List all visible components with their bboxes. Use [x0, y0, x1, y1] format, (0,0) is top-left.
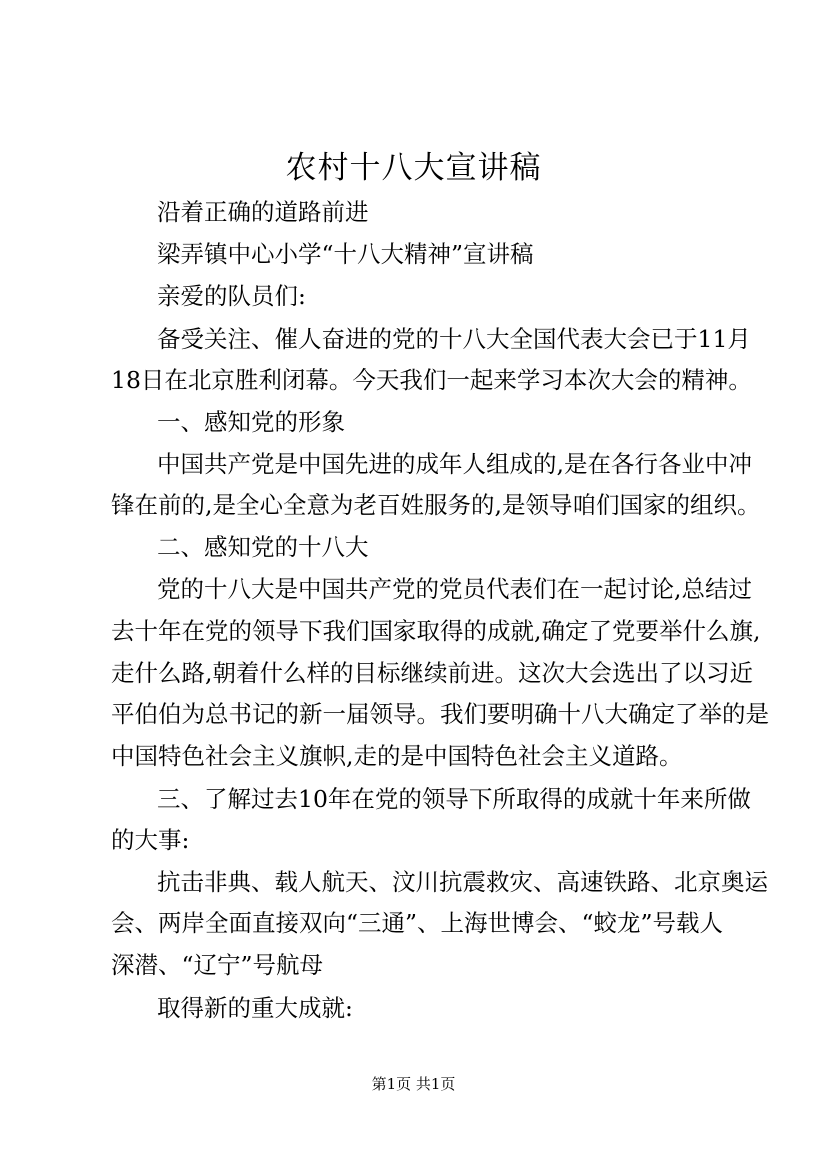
paragraph-line: 走什么路,朝着什么样的目标继续前进。这次大会选出了以习近: [111, 659, 753, 687]
paragraph-line: 中国特色社会主义旗帜,走的是中国特色社会主义道路。: [111, 742, 683, 770]
paragraph-line: 平伯伯为总书记的新一届领导。我们要明确十八大确定了举的是: [111, 700, 769, 728]
document-title: 农村十八大宣讲稿: [285, 150, 542, 186]
paragraph-line: 深潜、“辽宁”号航母: [111, 951, 324, 979]
paragraph-line: 党的十八大是中国共产党的党员代表们在一起讨论,总结过: [157, 575, 752, 603]
paragraph-line: 抗击非典、载人航天、汶川抗震救灾、高速铁路、北京奥运: [157, 868, 768, 896]
section-heading-3: 三、了解过去10年在党的领导下所取得的成就十年来所做: [157, 785, 751, 813]
section-heading-3-continuation: 的大事:: [111, 826, 190, 854]
section-heading-2: 二、感知党的十八大: [157, 533, 369, 561]
salutation-line: 亲爱的队员们:: [157, 282, 306, 310]
paragraph-line: 锋在前的,是全心全意为老百姓服务的,是领导咱们国家的组织。: [111, 491, 761, 519]
speech-heading-line: 梁弄镇中心小学“十八大精神”宣讲稿: [157, 240, 534, 268]
paragraph-line: 18日在北京胜利闭幕。今天我们一起来学习本次大会的精神。: [111, 366, 752, 394]
page-footer: 第1页 共1页: [371, 1075, 456, 1093]
paragraph-line: 中国共产党是中国先进的成年人组成的,是在各行各业中冲: [157, 450, 752, 478]
paragraph-line: 备受关注、催人奋进的党的十八大全国代表大会已于11月: [157, 325, 751, 353]
paragraph-line: 去十年在党的领导下我们国家取得的成就,确定了党要举什么旗,: [111, 617, 761, 645]
section-heading-1: 一、感知党的形象: [157, 408, 345, 436]
subtitle-line: 沿着正确的道路前进: [157, 198, 369, 226]
paragraph-line: 会、两岸全面直接双向“三通”、上海世博会、“蛟龙”号载人: [111, 909, 724, 937]
paragraph-line: 取得新的重大成就:: [157, 994, 353, 1022]
